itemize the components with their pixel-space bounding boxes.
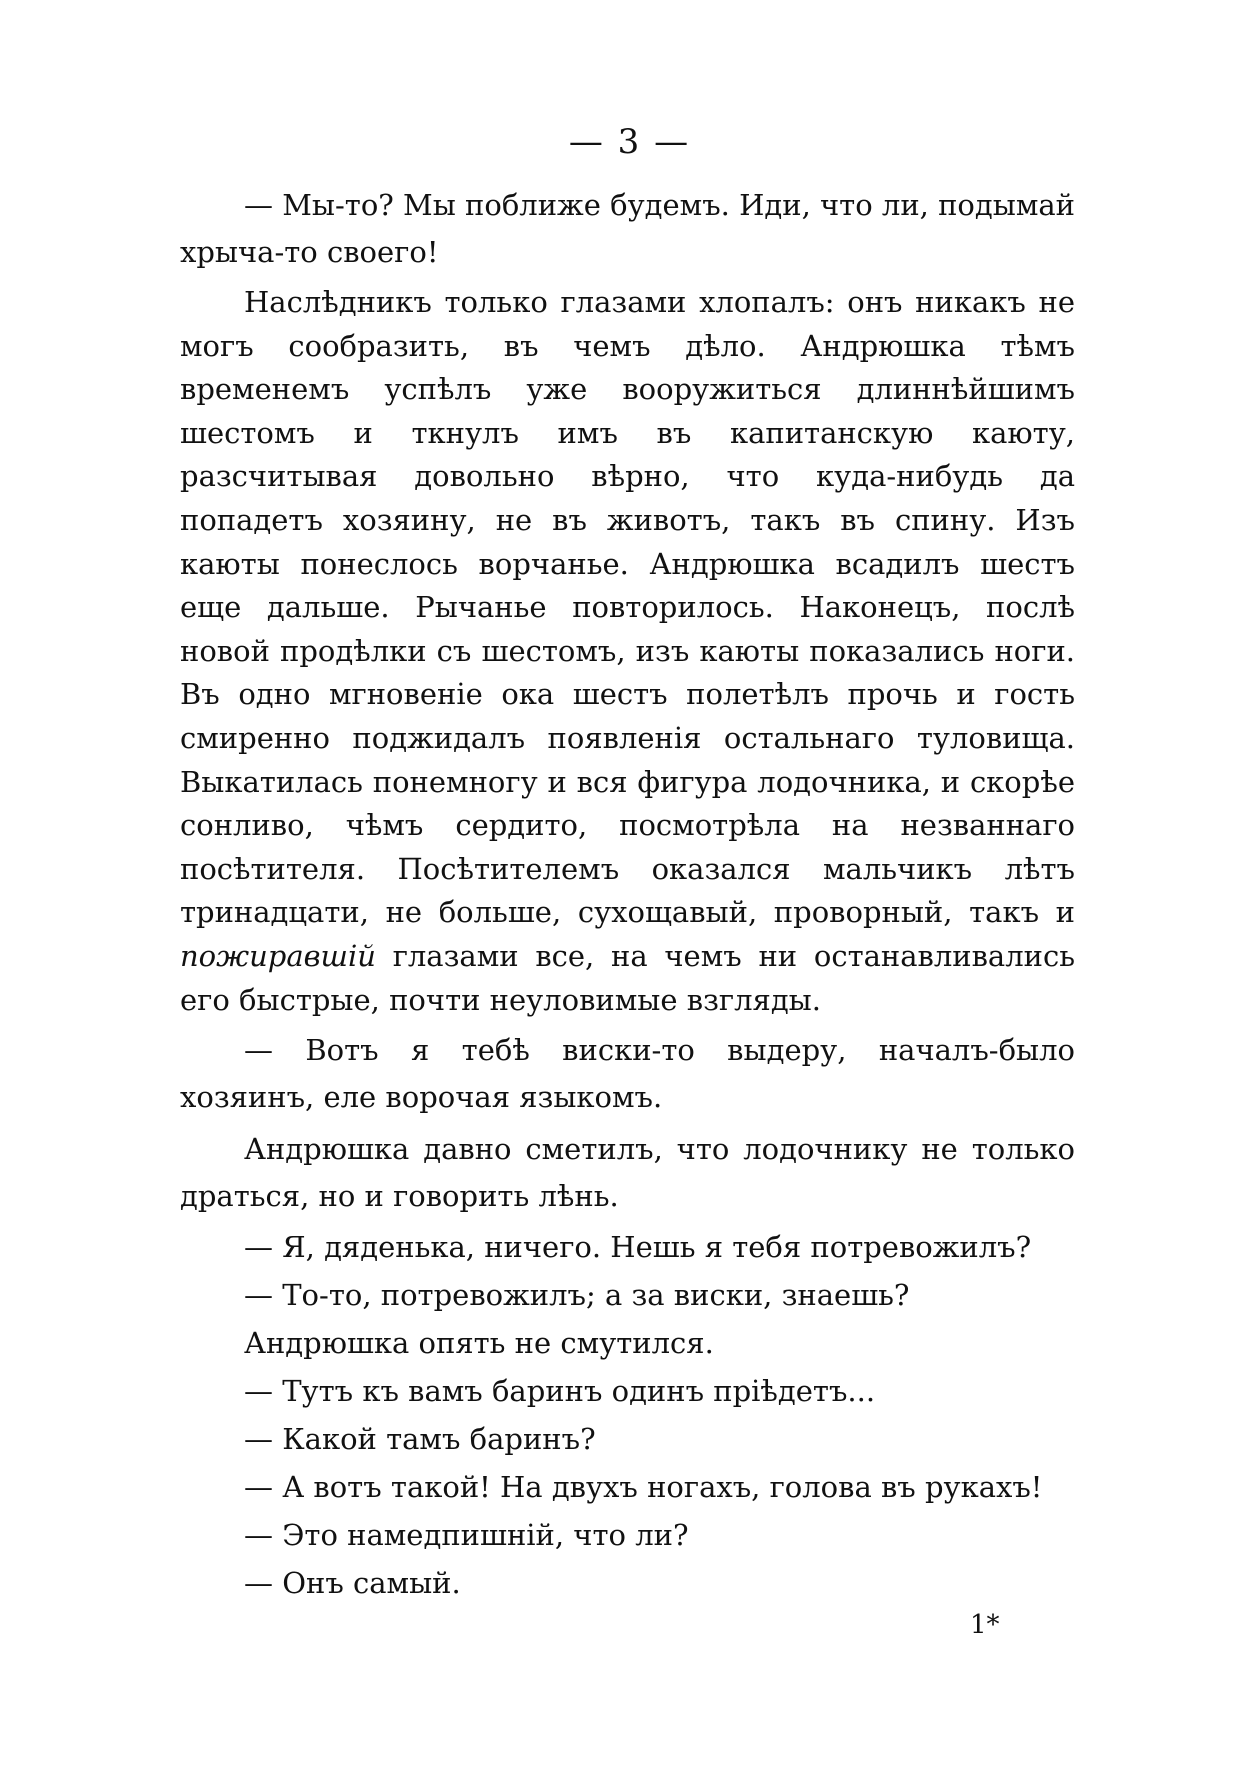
dialogue-line: — Онъ самый.	[244, 1566, 461, 1601]
paragraph	[180, 281, 1075, 1022]
paragraph: Андрюшка опять не смутился.	[244, 1326, 714, 1361]
paragraph: — Вотъ я тебѣ виски-то выдеру, началъ-было хозяинъ, еле ворочая языкомъ.	[180, 1033, 1075, 1115]
dialogue-line: — Это намедпишній, что ли?	[244, 1518, 689, 1553]
paragraph-text: глазами все, на чемъ ни останавливались его быстрые, почти неуловимые взгляды.	[180, 938, 1076, 1017]
page-body	[180, 182, 1075, 1607]
dialogue-line: — Тутъ къ вамъ баринъ одинъ пріѣдетъ...	[244, 1374, 876, 1409]
dialogue-line: — А вотъ такой! На двухъ ногахъ, голова въ рукахъ!	[244, 1470, 1043, 1505]
printer-signature-mark: 1*	[970, 1610, 1000, 1640]
dialogue-line: — То-то, потревожилъ; а за виски, знаешь?	[244, 1278, 910, 1313]
paragraph: Андрюшка давно сметилъ, что лодочнику не только драться, но и говорить лѣнь.	[180, 1132, 1075, 1214]
dialogue-line: — Я, дяденька, ничего. Нешь я тебя потревожилъ?	[244, 1230, 1032, 1265]
page-number: — 3 —	[568, 122, 691, 162]
italic-emphasis: пожиравшій	[180, 938, 376, 973]
paragraph: — Мы-то? Мы поближе будемъ. Иди, что ли, подымай хрыча-то своего!	[180, 188, 1075, 269]
dialogue-line: — Какой тамъ баринъ?	[244, 1422, 596, 1457]
paragraph-text: Наслѣдникъ только глазами хлопалъ: онъ никакъ не могъ сообразить, въ чемъ дѣло. Андрюшка тѣмъ временемъ успѣлъ уже вооружиться длиннѣйшимъ шестомъ и ткнулъ имъ въ капитанскую каюту, разсчитывая довольно вѣрно, что куда-нибудь да попадетъ хозяину, не въ животъ, такъ въ спину. Изъ каюты понеслось ворчанье. Андрюшка всадилъ шестъ еще дальше. Рычанье повторилось. Наконецъ, послѣ новой продѣлки съ шестомъ, изъ каюты показались ноги. Въ одно мгновеніе ока шестъ полетѣлъ прочь и гость смиренно поджидалъ появленія остальнаго туловища. Выкатилась понемногу и вся фигура лодочника, и скорѣе сонливо, чѣмъ сердито, посмотрѣла на незваннаго посѣтителя. Посѣтителемъ оказался мальчикъ лѣтъ тринадцати, не больше, сухощавый, проворный, такъ и	[180, 285, 1075, 930]
